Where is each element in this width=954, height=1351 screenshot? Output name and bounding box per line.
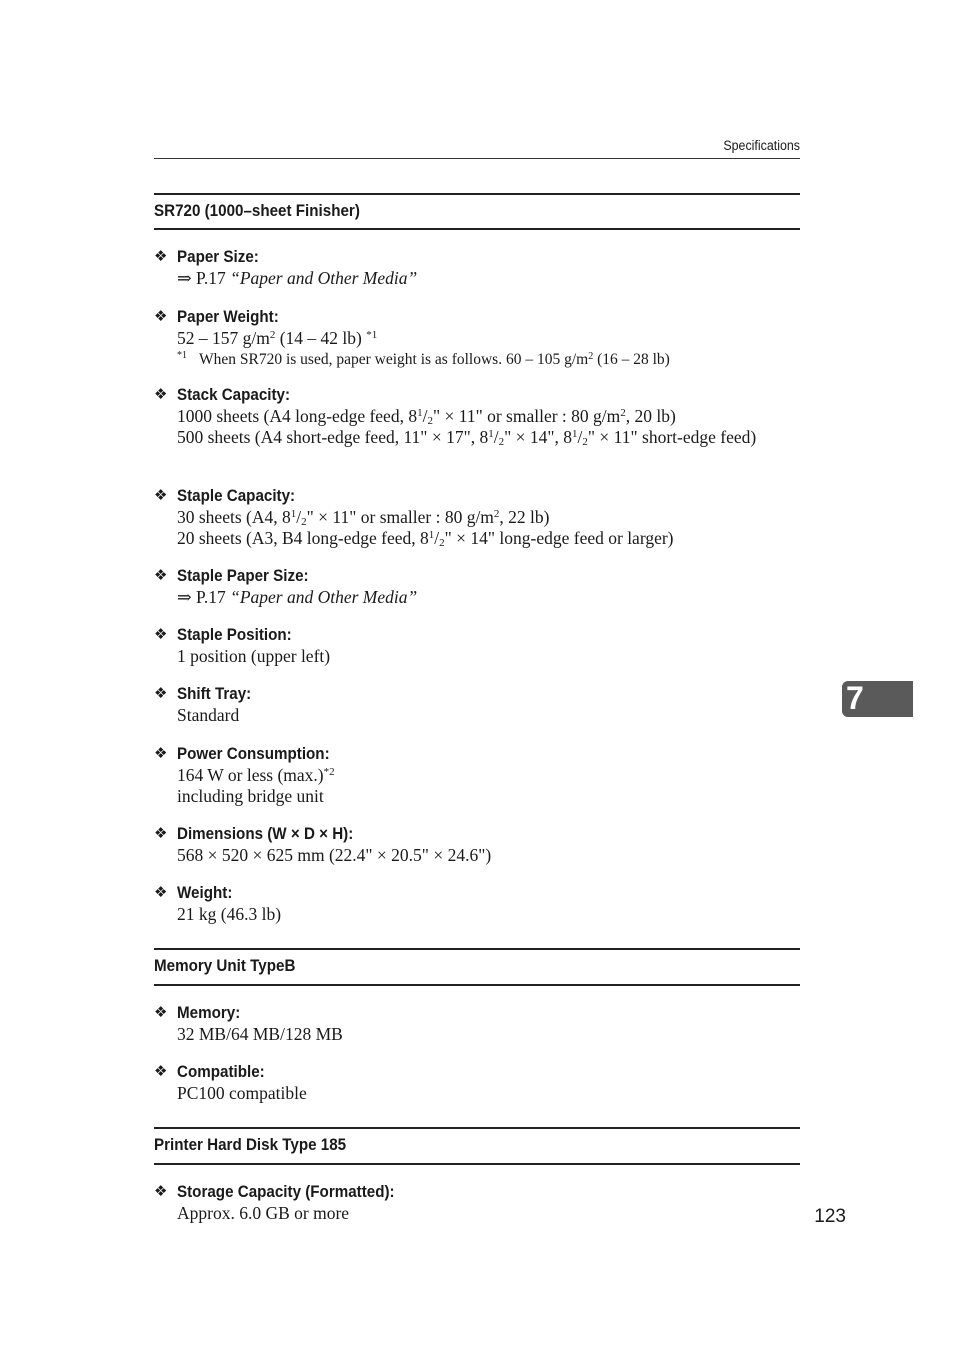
spec-value: 21 kg (46.3 lb) xyxy=(177,904,282,924)
spec-label: Paper Size: xyxy=(177,248,259,266)
spec-label: Staple Paper Size: xyxy=(177,567,309,585)
spec-label: Dimensions (W × D × H): xyxy=(177,825,354,843)
spec-paper-size xyxy=(154,246,800,289)
arrow-icon: ⇒ xyxy=(177,268,192,288)
diamond-bullet-icon: ❖ xyxy=(154,1183,168,1200)
spec-staple-paper-size xyxy=(154,565,800,608)
diamond-bullet-icon: ❖ xyxy=(154,567,168,584)
spec-value: PC100 compatible xyxy=(177,1083,307,1103)
spec-dimensions xyxy=(154,823,800,866)
spec-label: Staple Capacity: xyxy=(177,487,296,505)
diamond-bullet-icon: ❖ xyxy=(154,248,168,265)
diamond-bullet-icon: ❖ xyxy=(154,884,168,901)
running-header: Specifications xyxy=(723,138,800,153)
diamond-bullet-icon: ❖ xyxy=(154,386,168,403)
section-header-hard-disk xyxy=(154,1127,800,1165)
spec-label: Shift Tray: xyxy=(177,685,252,703)
footnote: *1 When SR720 is used, paper weight is as follows. 60 – 105 $g/m^2$ (16 – 28 lb) xyxy=(177,349,800,371)
arrow-icon: ⇒ xyxy=(177,587,192,607)
spec-label: Stack Capacity: xyxy=(177,386,291,404)
footnote-mark: *1 xyxy=(177,349,187,361)
spec-stack-capacity xyxy=(154,384,800,447)
spec-value: 1 position (upper left) xyxy=(177,646,331,666)
section-header-memory-unit xyxy=(154,948,800,986)
diamond-bullet-icon: ❖ xyxy=(154,1004,168,1021)
spec-value: 52 – 157 $g/m^2$ (14 – 42 lb) $^{*1}$ xyxy=(177,328,378,348)
spec-power-consumption xyxy=(154,743,800,806)
diamond-bullet-icon: ❖ xyxy=(154,487,168,504)
diamond-bullet-icon: ❖ xyxy=(154,685,168,702)
section-header-sr720 xyxy=(154,193,800,230)
section-title: SR720 (1000–sheet Finisher) xyxy=(154,202,360,220)
spec-label: Storage Capacity (Formatted): xyxy=(177,1183,395,1201)
section-title: Printer Hard Disk Type 185 xyxy=(154,1136,347,1154)
spec-label: Power Consumption: xyxy=(177,745,330,763)
chapter-tab xyxy=(842,681,913,717)
spec-value: 568 × 520 × 625 mm (22.4" × 20.5" × 24.6") xyxy=(177,845,492,865)
spec-paper-weight xyxy=(154,306,800,371)
spec-label: Weight: xyxy=(177,884,233,902)
diamond-bullet-icon: ❖ xyxy=(154,1063,168,1080)
spec-value: 1000 sheets (A4 long-edge feed, $8^1/_2$" × 11" or smaller : 80 $g/m^2$, 20 lb) 500 sheets (A4 short-edge feed, 11" × 17", $8^1/_2$" × 14", $8^1/_2$" × 11" short-edge feed) xyxy=(177,406,757,448)
spec-value: ⇒ P.17 “Paper and Other Media” xyxy=(177,587,418,607)
chapter-number: 7 xyxy=(846,680,864,716)
diamond-bullet-icon: ❖ xyxy=(154,626,168,643)
reference-link: “Paper and Other Media” xyxy=(230,268,418,288)
spec-value: ⇒ P.17 “Paper and Other Media” xyxy=(177,268,418,288)
diamond-bullet-icon: ❖ xyxy=(154,825,168,842)
footnote-ref: *2 xyxy=(323,766,335,778)
spec-value: 32 MB/64 MB/128 MB xyxy=(177,1024,343,1044)
footnote-ref: *1 xyxy=(366,329,378,341)
spec-label: Compatible: xyxy=(177,1063,265,1081)
page-number: 123 xyxy=(814,1206,846,1227)
spec-memory xyxy=(154,1002,800,1045)
spec-storage-capacity xyxy=(154,1181,800,1224)
spec-weight xyxy=(154,882,800,925)
spec-value: Standard xyxy=(177,705,240,725)
header-divider xyxy=(154,158,800,159)
spec-staple-capacity xyxy=(154,485,800,548)
spec-compatible xyxy=(154,1061,800,1104)
reference-link: “Paper and Other Media” xyxy=(230,587,418,607)
spec-label: Memory: xyxy=(177,1004,241,1022)
diamond-bullet-icon: ❖ xyxy=(154,745,168,762)
spec-value: Approx. 6.0 GB or more xyxy=(177,1203,350,1223)
spec-label: Paper Weight: xyxy=(177,308,279,326)
diamond-bullet-icon: ❖ xyxy=(154,308,168,325)
section-title: Memory Unit TypeB xyxy=(154,957,296,975)
spec-shift-tray xyxy=(154,683,800,726)
spec-label: Staple Position: xyxy=(177,626,292,644)
spec-staple-position xyxy=(154,624,800,667)
spec-value: 30 sheets (A4, $8^1/_2$" × 11" or smaller : 80 $g/m^2$, 22 lb) 20 sheets (A3, B4 long-edge feed, $8^1/_2$" × 14" long-edge feed or larger) xyxy=(177,507,674,549)
spec-value: 164 W or less $(\max.)^{*2}$ including bridge unit xyxy=(177,765,335,806)
